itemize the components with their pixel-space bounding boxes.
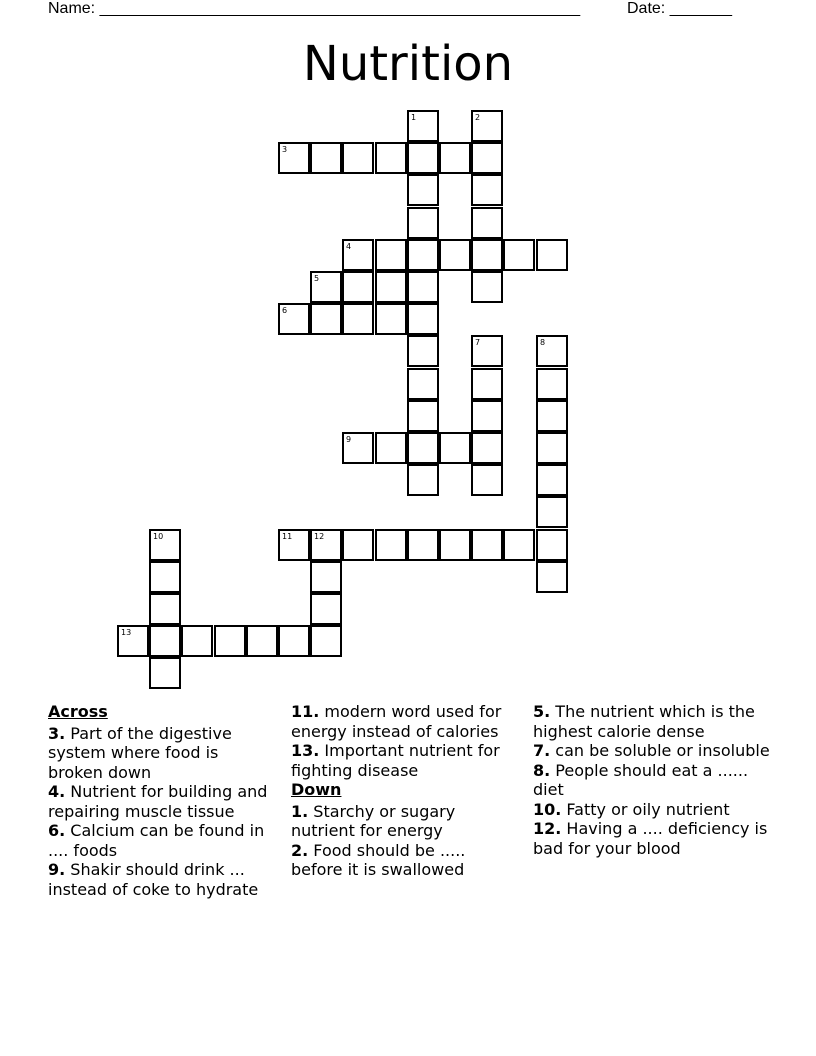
clue-item-number: 8. xyxy=(533,760,551,780)
clue-number: 5 xyxy=(314,274,320,283)
clue-item xyxy=(533,761,773,800)
crossword-cell[interactable] xyxy=(342,271,374,303)
crossword-cell[interactable] xyxy=(310,271,342,303)
clue-number: 9 xyxy=(346,435,352,444)
clue-item xyxy=(533,702,773,741)
clue-item xyxy=(533,741,773,761)
date-field-label: Date: _______ xyxy=(627,0,732,17)
clue-item-text: Calcium can be found in .... foods xyxy=(48,821,265,860)
clue-number: 12 xyxy=(314,532,325,541)
clue-item xyxy=(48,782,273,821)
crossword-cell[interactable] xyxy=(439,432,471,464)
across-clue-list-continued xyxy=(291,702,516,780)
crossword-cell[interactable] xyxy=(375,271,407,303)
crossword-cell[interactable] xyxy=(536,432,568,464)
crossword-cell[interactable] xyxy=(310,593,342,625)
crossword-cell[interactable] xyxy=(407,271,439,303)
clue-item-text: Fatty or oily nutrient xyxy=(561,799,730,819)
clue-item xyxy=(291,702,516,741)
clue-number: 1 xyxy=(411,113,417,122)
clue-item-number: 4. xyxy=(48,782,66,801)
crossword-cell[interactable] xyxy=(471,368,503,400)
crossword-cell[interactable] xyxy=(407,174,439,206)
clue-item xyxy=(291,802,516,841)
clue-item xyxy=(291,741,516,780)
clue-number: 10 xyxy=(153,532,164,541)
crossword-cell[interactable] xyxy=(407,400,439,432)
clue-item-text: Part of the digestive system where food is broken down xyxy=(48,723,232,782)
crossword-cell[interactable] xyxy=(439,529,471,561)
clue-item xyxy=(291,841,516,880)
crossword-cell[interactable] xyxy=(439,239,471,271)
clue-item-number: 12. xyxy=(533,819,562,838)
clue-item xyxy=(533,800,773,820)
clue-item xyxy=(48,724,273,783)
clue-item-number: 5. xyxy=(533,702,551,721)
crossword-cell[interactable] xyxy=(310,625,342,657)
crossword-cell[interactable] xyxy=(439,142,471,174)
crossword-cell[interactable] xyxy=(149,593,181,625)
crossword-cell[interactable] xyxy=(471,142,503,174)
crossword-cell[interactable] xyxy=(278,529,310,561)
crossword-cell[interactable] xyxy=(375,529,407,561)
clue-number: 13 xyxy=(121,628,132,637)
crossword-cell[interactable] xyxy=(407,368,439,400)
across-clue-list xyxy=(48,724,273,900)
clue-number: 11 xyxy=(282,532,293,541)
crossword-cell[interactable] xyxy=(471,110,503,142)
crossword-cell[interactable] xyxy=(471,432,503,464)
crossword-cell[interactable] xyxy=(407,303,439,335)
crossword-cell[interactable] xyxy=(471,174,503,206)
crossword-cell[interactable] xyxy=(375,142,407,174)
crossword-cell[interactable] xyxy=(181,625,213,657)
clue-item xyxy=(48,821,273,860)
crossword-cell[interactable] xyxy=(407,432,439,464)
clue-item-number: 11. xyxy=(291,702,320,721)
crossword-cell[interactable] xyxy=(375,432,407,464)
crossword-cell[interactable] xyxy=(214,625,246,657)
crossword-cell[interactable] xyxy=(342,142,374,174)
crossword-cell[interactable] xyxy=(407,335,439,367)
across-heading: Across xyxy=(48,702,108,721)
crossword-cell[interactable] xyxy=(471,239,503,271)
clue-item xyxy=(533,819,773,858)
clue-item-text: Having a .... deficiency is bad for your blood xyxy=(533,819,768,858)
crossword-cell[interactable] xyxy=(407,142,439,174)
clue-item-text: Shakir should drink ... instead of coke to hydrate xyxy=(48,860,259,899)
clue-item-text: The nutrient which is the highest calorie dense xyxy=(533,702,755,741)
clue-item-number: 9. xyxy=(48,860,66,879)
clue-item-text: modern word used for energy instead of calories xyxy=(291,702,502,741)
crossword-cell[interactable] xyxy=(149,657,181,689)
clue-number: 2 xyxy=(475,113,481,122)
crossword-cell[interactable] xyxy=(471,271,503,303)
crossword-cell[interactable] xyxy=(471,207,503,239)
crossword-cell[interactable] xyxy=(536,496,568,528)
clue-item-text: Important nutrient for fighting disease xyxy=(291,741,500,780)
clue-number: 4 xyxy=(346,242,352,251)
crossword-cell[interactable] xyxy=(278,142,310,174)
crossword-cell[interactable] xyxy=(375,239,407,271)
crossword-cell[interactable] xyxy=(149,561,181,593)
clue-item-number: 2. xyxy=(291,840,309,860)
clue-item xyxy=(48,860,273,899)
crossword-cell[interactable] xyxy=(310,142,342,174)
clue-item-number: 3. xyxy=(48,723,66,743)
crossword-cell[interactable] xyxy=(310,561,342,593)
clue-item-number: 1. xyxy=(291,801,309,821)
crossword-cell[interactable] xyxy=(536,561,568,593)
crossword-cell[interactable] xyxy=(471,529,503,561)
clue-item-text: can be soluble or insoluble xyxy=(550,741,770,760)
clues-column-2 xyxy=(291,702,516,880)
clues-column-1 xyxy=(48,702,273,899)
crossword-cell[interactable] xyxy=(342,303,374,335)
crossword-cell[interactable] xyxy=(503,239,535,271)
crossword-cell[interactable] xyxy=(471,400,503,432)
crossword-cell[interactable] xyxy=(342,529,374,561)
crossword-cell[interactable] xyxy=(407,207,439,239)
clue-item-number: 7. xyxy=(533,741,551,760)
clue-number: 8 xyxy=(540,338,546,347)
crossword-cell[interactable] xyxy=(310,303,342,335)
clue-item-text: Starchy or sugary nutrient for energy xyxy=(291,801,456,840)
crossword-cell[interactable] xyxy=(536,239,568,271)
crossword-cell[interactable] xyxy=(503,529,535,561)
crossword-cell[interactable] xyxy=(407,110,439,142)
clue-number: 6 xyxy=(282,306,288,315)
crossword-cell[interactable] xyxy=(407,239,439,271)
clue-item-text: Nutrient for building and repairing muscle tissue xyxy=(48,782,268,821)
clue-number: 3 xyxy=(282,145,288,154)
crossword-cell[interactable] xyxy=(149,625,181,657)
crossword-cell[interactable] xyxy=(536,400,568,432)
clue-list-continued xyxy=(533,702,773,858)
down-clue-list xyxy=(291,802,516,880)
crossword-cell[interactable] xyxy=(310,529,342,561)
crossword-cell[interactable] xyxy=(536,335,568,367)
down-heading: Down xyxy=(291,780,342,799)
crossword-cell[interactable] xyxy=(407,529,439,561)
clue-item-text: People should eat a ...... diet xyxy=(533,760,749,799)
crossword-cell[interactable] xyxy=(278,303,310,335)
clues-column-3 xyxy=(533,702,773,858)
clue-item-number: 6. xyxy=(48,821,66,840)
name-field-label: Name: ______________________________________________________ xyxy=(48,0,581,17)
clue-item-number: 13. xyxy=(291,741,320,760)
page-title: Nutrition xyxy=(302,36,514,92)
crossword-cell[interactable] xyxy=(117,625,149,657)
crossword-cell[interactable] xyxy=(342,239,374,271)
crossword-cell[interactable] xyxy=(471,335,503,367)
crossword-cell[interactable] xyxy=(536,368,568,400)
clue-number: 7 xyxy=(475,338,481,347)
crossword-cell[interactable] xyxy=(149,529,181,561)
crossword-cell[interactable] xyxy=(407,464,439,496)
crossword-cell[interactable] xyxy=(342,432,374,464)
crossword-cell[interactable] xyxy=(536,529,568,561)
crossword-cell[interactable] xyxy=(278,625,310,657)
crossword-cell[interactable] xyxy=(536,464,568,496)
clue-item-number: 10. xyxy=(533,799,562,819)
crossword-cell[interactable] xyxy=(471,464,503,496)
crossword-cell[interactable] xyxy=(375,303,407,335)
clue-item-text: Food should be ..... before it is swallowed xyxy=(291,840,466,879)
crossword-cell[interactable] xyxy=(246,625,278,657)
